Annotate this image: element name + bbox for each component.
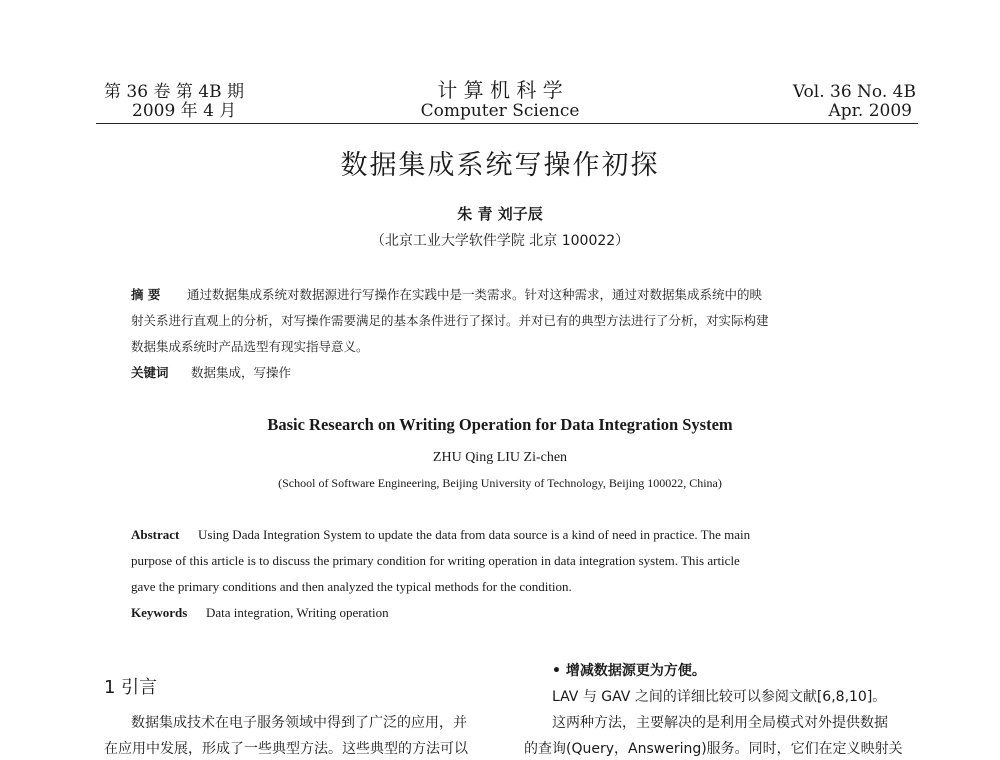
volume-issue-cn: 第 36 卷 第 4B 期	[104, 82, 244, 102]
abstract-cn-line: 数据集成系统时产品选型有现实指导意义。	[131, 339, 369, 354]
date-en: Apr. 2009	[828, 101, 912, 121]
body-line: 这两种方法，主要解决的是利用全局模式对外提供数据	[552, 715, 888, 731]
abstract-en-line: gave the primary conditions and then analyzed the typical methods for the condition.	[131, 579, 572, 594]
journal-name-cn: 计 算 机 科 学	[437, 78, 563, 102]
section-heading: 1 引言	[104, 677, 158, 698]
abstract-en-line: purpose of this article is to discuss the primary condition for writing operation in data integration system. This article	[131, 553, 740, 568]
keywords-cn-label: 关键词	[131, 365, 169, 380]
body-line: 数据集成技术在电子服务领域中得到了广泛的应用，并	[131, 715, 467, 731]
affiliation-cn: （北京工业大学软件学院 北京 100022）	[370, 233, 630, 249]
abstract-cn-line: 通过数据集成系统对数据源进行写操作在实践中是一类需求。针对这种需求，通过对数据集成系统中的映	[187, 287, 763, 302]
body-line: 的查询(Query，Answering)服务。同时，它们在定义映射关	[524, 741, 903, 757]
abstract-cn-line: 射关系进行直观上的分析，对写操作需要满足的基本条件进行了探讨。并对已有的典型方法进行了分析，对实际构建	[131, 313, 769, 328]
header-rule	[96, 123, 918, 124]
abstract-cn-label: 摘 要	[131, 287, 161, 302]
abstract-en-line: Using Dada Integration System to update the data from data source is a kind of need in practice. The main	[198, 527, 751, 542]
body-line: LAV 与 GAV 之间的详细比较可以参阅文献[6,8,10]。	[552, 689, 887, 705]
body-line: 在应用中发展，形成了一些典型方法。这些典型的方法可以	[104, 741, 468, 757]
date-cn: 2009 年 4 月	[132, 101, 237, 121]
keywords-cn-text: 数据集成，写操作	[191, 365, 292, 380]
authors-en: ZHU Qing LIU Zi-chen	[432, 450, 568, 465]
paper-title-en: Basic Research on Writing Operation for Data Integration System	[267, 415, 733, 434]
keywords-en-label: Keywords	[131, 605, 188, 620]
abstract-en-label: Abstract	[131, 527, 180, 542]
keywords-en-text: Data integration, Writing operation	[206, 605, 389, 620]
volume-issue-en: Vol. 36 No. 4B	[792, 82, 916, 102]
paper-title-cn: 数据集成系统写操作初探	[340, 150, 660, 181]
affiliation-en: (School of Software Engineering, Beijing University of Technology, Beijing 100022, China)	[278, 476, 722, 490]
journal-name-en: Computer Science	[420, 101, 580, 121]
bullet-item: • 增减数据源更为方便。	[552, 663, 706, 679]
authors-cn: 朱 青 刘子辰	[457, 205, 543, 223]
